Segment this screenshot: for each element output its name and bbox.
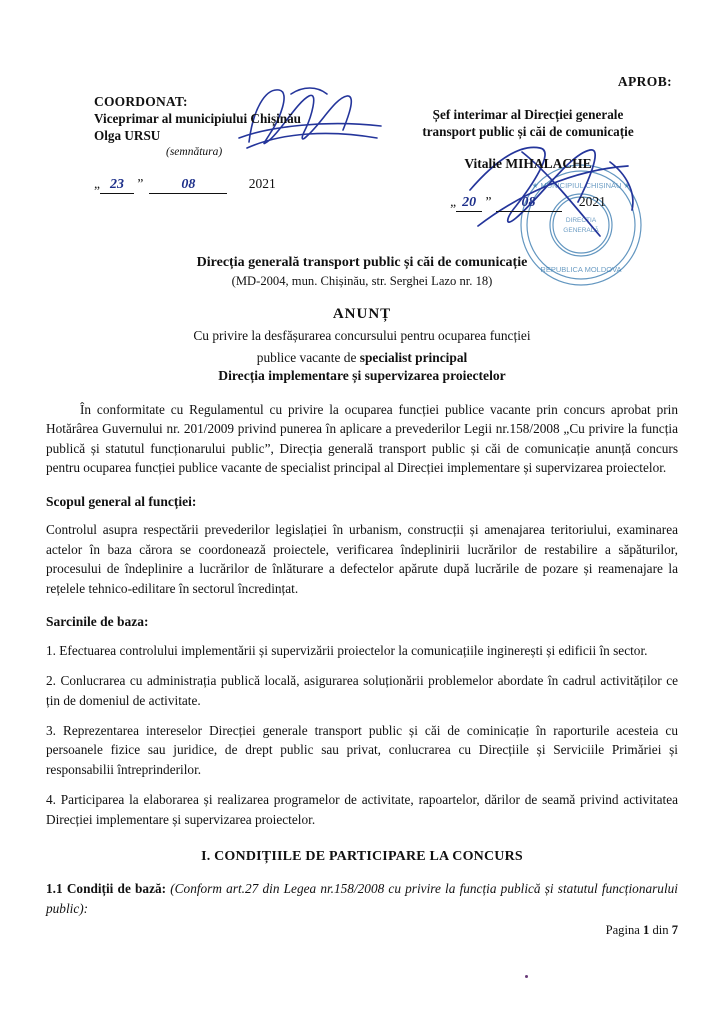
footer-page-total: 7: [671, 923, 678, 937]
svg-text:DIRECȚIA: DIRECȚIA: [565, 217, 597, 224]
task-item: 1. Efectuarea controlului implementării și supervizării proiectelor la comunicațiile inginerești și edificii în sector.: [46, 642, 648, 658]
aprob-date-quote-open: „: [450, 194, 457, 210]
page-footer: [606, 923, 678, 938]
section-title-conditions: I. CONDIȚIILE DE PARTICIPARE LA CONCURS: [201, 848, 523, 864]
subtitle-position: specialist principal: [359, 350, 468, 366]
condition-number: 1.1: [46, 881, 63, 897]
announcement-heading: ANUNȚ: [332, 306, 392, 322]
aprob-label: APROB:: [617, 74, 672, 89]
aprob-date-year: 2021: [578, 194, 606, 210]
stray-ink-dot: [525, 975, 528, 978]
date-day: 23: [100, 177, 134, 194]
coordonat-name: Olga URSU: [94, 127, 161, 143]
intro-paragraph: În conformitate cu Regulamentul cu privire la ocuparea funcției publice vacante prin concurs aprobat prin Hotărârea Guvernului nr. 201/2009 privind punerea în aplicare a prevederilor Legii nr.158/2008 „Cu privire la funcția publică și statutul funcționarului public”, Direcția generală transport public și căi de comunicație anunță concurs pentru ocuparea funcției publice vacante de specialist principal al Direcției implementare și supervizarea proiectelor.: [46, 402, 678, 476]
footer-page-number: 1: [643, 923, 650, 937]
tasks-heading: Sarcinile de baza:: [46, 614, 149, 630]
coordonat-role: Viceprimar al municipiului Chișinău: [94, 111, 302, 126]
aprob-date-quote-close: ”: [482, 194, 492, 210]
date-month: 08: [149, 177, 227, 194]
aprob-date-row: [378, 194, 678, 212]
condition-note: (Conform art.27 din Legea nr.158/2008 cu privire la funcția publică și statutul funcționarului public):: [46, 881, 678, 916]
title-block: [46, 255, 678, 384]
condition-paragraph: [46, 879, 678, 918]
aprob-date-day: 20: [456, 195, 482, 212]
svg-text:REPUBLICA MOLDOVA: REPUBLICA MOLDOVA: [540, 265, 622, 274]
svg-text:★ MUNICIPIUL CHIȘINĂU ★: ★ MUNICIPIUL CHIȘINĂU ★: [531, 181, 631, 190]
document-body: [46, 400, 678, 918]
aprob-role-line-2: transport public și căi de comunicație: [422, 124, 634, 140]
date-quote-open: „: [94, 176, 100, 191]
scope-heading: Scopul general al funcției:: [46, 493, 197, 509]
task-item: 3. Reprezentarea intereselor Direcției generale transport public și căi de cominicație în raporturile acesteia cu persoanele fizice sau juridice, de drept public sau privat, conlucrarea cu Direcțiile și Serviciile Primăriei și responsabilii întreprinderilor.: [46, 722, 678, 777]
date-quote-close: ”: [134, 176, 144, 191]
department-address: (MD-2004, mun. Chișinău, str. Serghei Lazo nr. 18): [231, 274, 493, 288]
task-item: 4. Participarea la elaborarea și realizarea programelor de activitate, rapoartelor, dărilor de seamă privind activitatea Direcției implementare și supervizarea proiectelor.: [46, 792, 678, 827]
coordonat-label: COORDONAT:: [94, 94, 188, 109]
announcement-subtitle-line-2: [46, 348, 678, 367]
scope-paragraph: Controlul asupra respectării prevederilor legislației în urbanism, construcții și amenajarea teritoriului, examinarea actelor în baza cărora se coordonează proiectele, verificarea îndeplinirii lucrărilor de restabilire a săpăturilor, procesului de îndeplinire a lucrărilor de înlăturare a defectelor apărute după lucrările de pozare și reamenajare la rețelele tehnico-edilitare în sectorul încredințat.: [46, 522, 678, 596]
aprob-role-line-1: Șef interimar al Direcției generale: [432, 107, 624, 122]
announcement-subtitle-line-3: Direcția implementare și supervizarea proiectelor: [218, 368, 506, 384]
task-item: 2. Conlucrarea cu administrația publică locală, asigurarea soluționării problemelor abordate în cadrul activităților ce țin de domeniul de activitate.: [46, 673, 678, 708]
department-name: Direcția generală transport public și căi de comunicație: [196, 255, 528, 270]
header-right-block: [378, 74, 678, 212]
signature-note: (semnătura): [166, 146, 223, 158]
subtitle-plain: publice vacante de: [256, 350, 360, 366]
announcement-subtitle-line-1: Cu privire la desfășurarea concursului pentru ocuparea funcției: [193, 328, 531, 343]
date-year: 2021: [248, 176, 276, 191]
svg-text:GENERALĂ: GENERALĂ: [563, 227, 599, 234]
aprob-name: Vitalie MIHALACHE: [464, 156, 592, 172]
footer-page-middle: din: [649, 923, 672, 937]
condition-label: Condiții de bază:: [66, 881, 167, 897]
footer-page-prefix: Pagina: [605, 923, 644, 937]
header-left-block: [94, 94, 394, 194]
coordonat-date-row: [94, 176, 394, 194]
aprob-date-month: 08: [496, 195, 562, 212]
